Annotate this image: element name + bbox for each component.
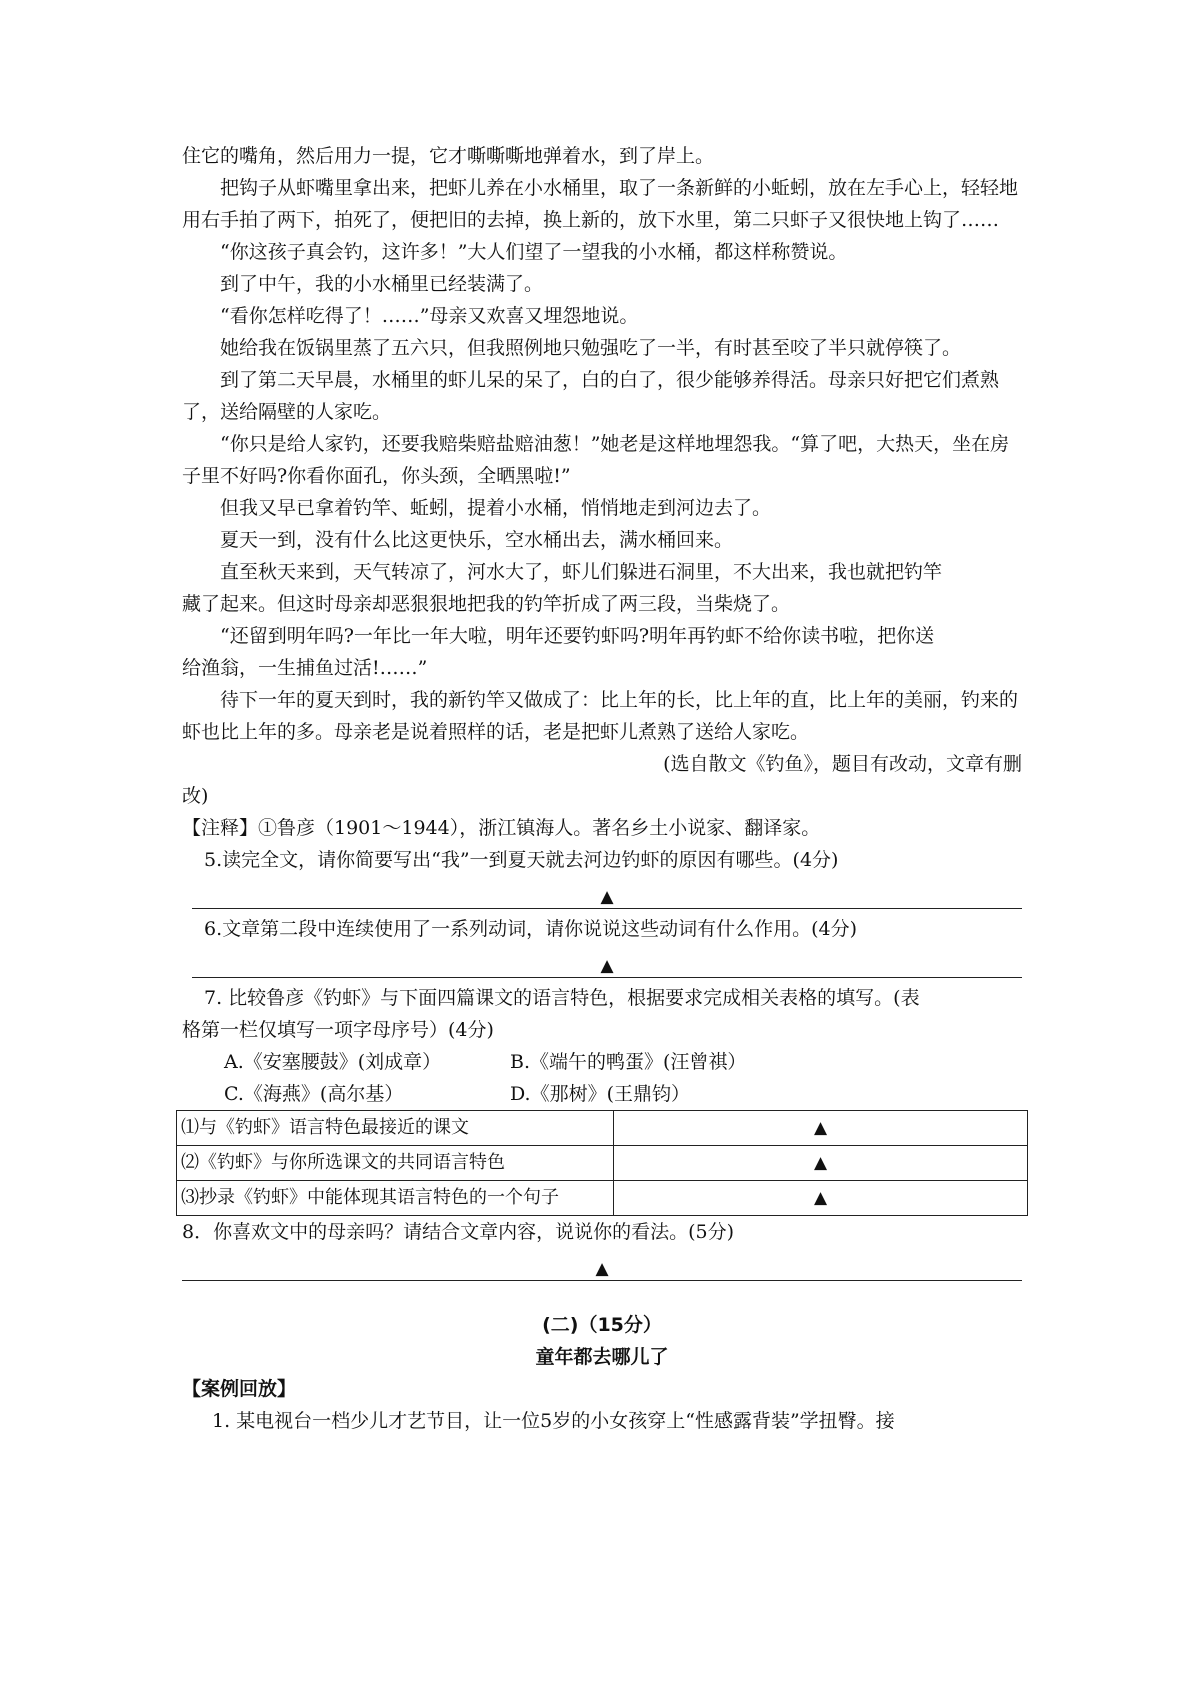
passage-paragraph: 待下一年的夏天到时，我的新钓竿又做成了：比上年的长，比上年的直，比上年的美丽，钓来的虾也比上年的多。母亲老是说着照样的话，老是把虾儿煮熟了送给人家吃。 bbox=[182, 689, 1019, 743]
table-cell-label: ⑴与《钓虾》语言特色最接近的课文 bbox=[177, 1111, 614, 1146]
table-row bbox=[177, 1146, 1028, 1181]
case-heading: 【案例回放】 bbox=[182, 1378, 297, 1400]
passage-paragraph: 夏天一到，没有什么比这更快乐，空水桶出去，满水桶回来。 bbox=[220, 529, 734, 551]
passage-line: 住它的嘴角，然后用力一提，它才嘶嘶嘶地弹着水，到了岸上。 bbox=[182, 145, 715, 167]
table-cell-answer[interactable]: ▲ bbox=[614, 1111, 1028, 1146]
section-heading: (二)（15分） bbox=[542, 1314, 662, 1336]
question-7: 7. 比较鲁彦《钓虾》与下面四篇课文的语言特色，根据要求完成相关表格的填写。(表 bbox=[204, 987, 920, 1009]
answer-table bbox=[176, 1110, 1028, 1216]
annotation-note: 【注释】①鲁彦（1901～1944），浙江镇海人。著名乡土小说家、翻译家。 bbox=[182, 817, 821, 839]
answer-line-q6[interactable] bbox=[192, 945, 1022, 978]
passage-paragraph: 到了第二天早晨，水桶里的虾儿呆的呆了，白的白了，很少能够养得活。母亲只好把它们煮熟了，送给隔壁的人家吃。 bbox=[182, 369, 1000, 423]
triangle-marker: ▲ bbox=[600, 956, 614, 976]
triangle-marker: ▲ bbox=[600, 887, 614, 907]
option-row bbox=[182, 1078, 1022, 1110]
passage-paragraph: 但我又早已拿着钓竿、蚯蚓，提着小水桶，悄悄地走到河边去了。 bbox=[220, 497, 772, 519]
question-8: 8．你喜欢文中的母亲吗？请结合文章内容，说说你的看法。(5分) bbox=[182, 1221, 735, 1243]
question-6: 6.文章第二段中连续使用了一系列动词，请你说说这些动词有什么作用。(4分) bbox=[204, 918, 858, 940]
passage-paragraph: “你这孩子真会钓，这许多！”大人们望了一望我的小水桶，都这样称赞说。 bbox=[220, 241, 848, 263]
passage-paragraph: 她给我在饭锅里蒸了五六只，但我照例地只勉强吃了一半，有时甚至咬了半只就停筷了。 bbox=[220, 337, 962, 359]
table-cell-answer[interactable]: ▲ bbox=[614, 1146, 1028, 1181]
option-c: C.《海燕》(高尔基） bbox=[224, 1083, 404, 1105]
triangle-marker: ▲ bbox=[595, 1259, 609, 1279]
passage-paragraph: 把钩子从虾嘴里拿出来，把虾儿养在小水桶里，取了一条新鲜的小蚯蚓，放在左手心上，轻轻地用右手拍了两下，拍死了，便把旧的去掉，换上新的，放下水里，第二只虾子又很快地上钩了…… bbox=[182, 177, 1019, 231]
passage-line: 给渔翁，一生捕鱼过活!……” bbox=[182, 657, 428, 679]
table-row bbox=[177, 1111, 1028, 1146]
table-cell-answer[interactable]: ▲ bbox=[614, 1181, 1028, 1216]
source-citation-end: 改) bbox=[182, 785, 209, 807]
option-d: D.《那树》(王鼎钧） bbox=[510, 1083, 691, 1105]
table-cell-label: ⑵《钓虾》与你所选课文的共同语言特色 bbox=[177, 1146, 614, 1181]
case-item: 1. 某电视台一档少儿才艺节目，让一位5岁的小女孩穿上“性感露背装”学扭臀。接 bbox=[212, 1410, 895, 1432]
question-5: 5.读完全文，请你简要写出“我”一到夏天就去河边钓虾的原因有哪些。(4分) bbox=[204, 849, 839, 871]
answer-line-q8[interactable] bbox=[182, 1248, 1022, 1281]
passage-line: 藏了起来。但这时母亲却恶狠狠地把我的钓竿折成了两三段，当柴烧了。 bbox=[182, 593, 791, 615]
passage-paragraph: “看你怎样吃得了！……”母亲又欢喜又埋怨地说。 bbox=[220, 305, 639, 327]
table-cell-label: ⑶抄录《钓虾》中能体现其语言特色的一个句子 bbox=[177, 1181, 614, 1216]
passage-paragraph: 直至秋天来到，天气转凉了，河水大了，虾儿们躲进石洞里，不大出来，我也就把钓竿 bbox=[220, 561, 943, 583]
option-row bbox=[182, 1046, 1022, 1078]
table-row bbox=[177, 1181, 1028, 1216]
passage-paragraph: 到了中午，我的小水桶里已经装满了。 bbox=[220, 273, 544, 295]
document-page bbox=[182, 140, 1022, 1437]
section-title: 童年都去哪儿了 bbox=[535, 1346, 669, 1368]
source-citation: (选自散文《钓鱼》，题目有改动，文章有删 bbox=[663, 753, 1022, 775]
question-7-cont: 格第一栏仅填写一项字母序号）(4分) bbox=[182, 1019, 494, 1041]
option-a: A.《安塞腰鼓》(刘成章） bbox=[224, 1051, 442, 1073]
passage-paragraph: “还留到明年吗?一年比一年大啦，明年还要钓虾吗?明年再钓虾不给你读书啦，把你送 bbox=[220, 625, 935, 647]
answer-line-q5[interactable] bbox=[192, 876, 1022, 909]
passage-paragraph: “你只是给人家钓，还要我赔柴赔盐赔油葱！”她老是这样地埋怨我。“算了吧，大热天，坐在房子里不好吗?你看你面孔，你头颈，全晒黑啦!” bbox=[182, 433, 1010, 487]
option-b: B.《端午的鸭蛋》(汪曾祺） bbox=[510, 1051, 747, 1073]
